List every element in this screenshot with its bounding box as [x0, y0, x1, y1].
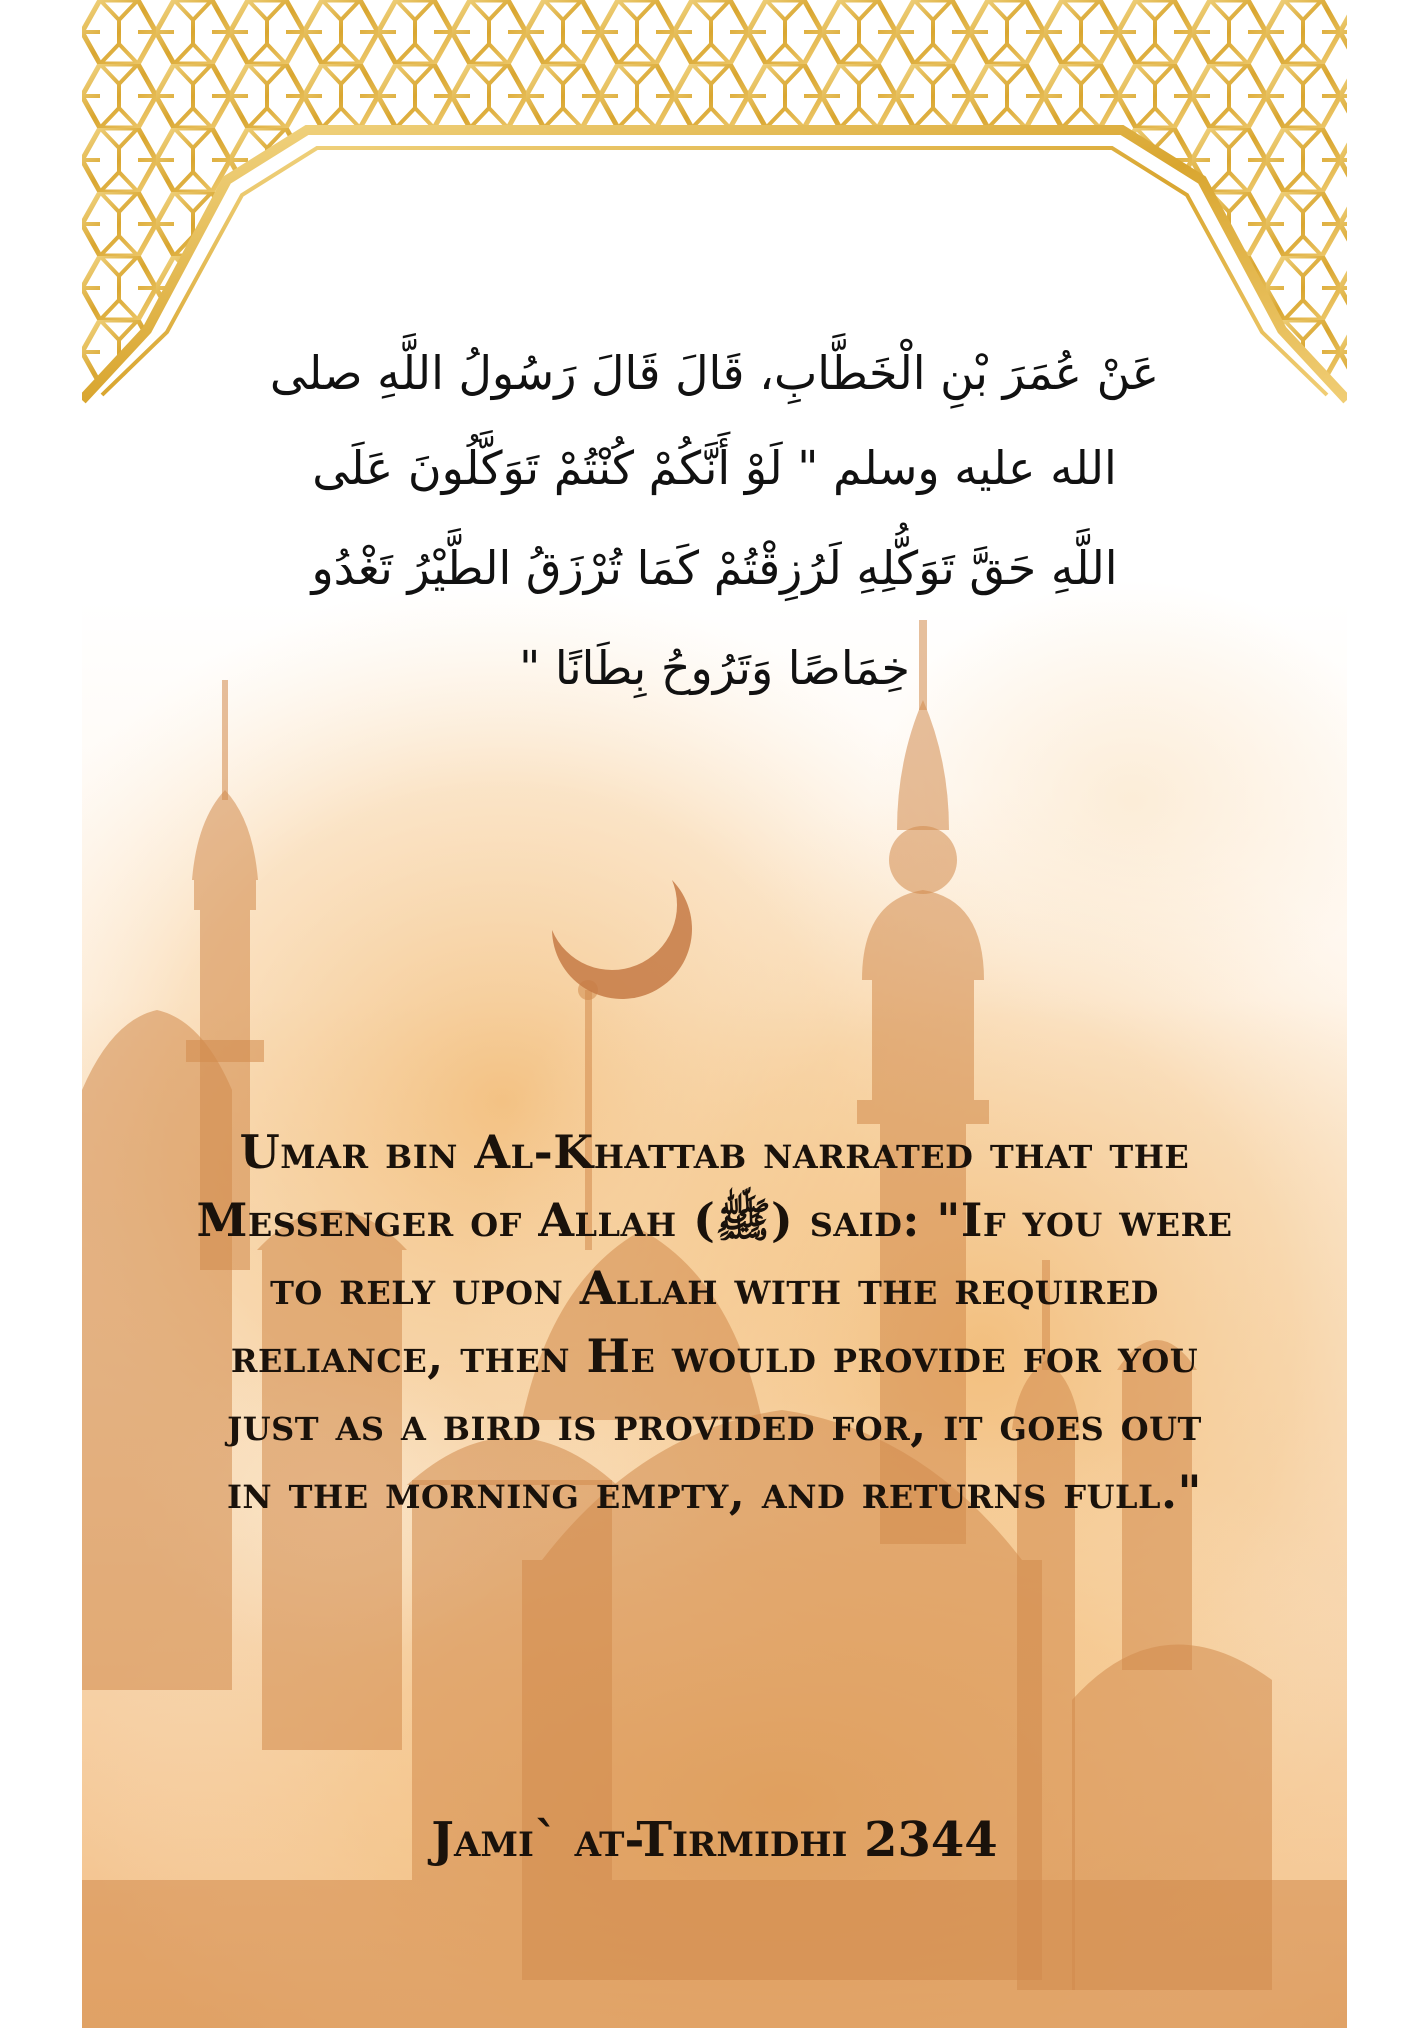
english-translation: [102, 1118, 1327, 1526]
english-line-2: Messenger of Allah (ﷺ) said: "If you were: [196, 1193, 1233, 1247]
background-art: [82, 0, 1347, 2028]
geometric-border-ornament: [82, 0, 1347, 400]
arabic-text-line-2: الله عليه وسلم " لَوْ أَنَّكُمْ كُنْتُمْ تَوَكَّلُونَ عَلَى: [312, 441, 1117, 495]
hadith-source: Jami` at-Tirmidhi 2344: [431, 1812, 998, 1868]
english-line-1: Umar bin Al-Khattab narrated that the: [239, 1125, 1190, 1179]
arabic-text-line-1: عَنْ عُمَرَ بْنِ الْخَطَّابِ، قَالَ قَالَ رَسُولُ اللَّهِ صلى: [269, 346, 1160, 400]
hadith-poster: [82, 0, 1347, 2028]
english-line-4: reliance, then He would provide for you: [230, 1329, 1199, 1383]
arabic-text-line-3: اللَّهِ حَقَّ تَوَكُّلِهِ لَرُزِقْتُمْ كَمَا تُرْزَقُ الطَّيْرُ تَغْدُو: [311, 541, 1118, 595]
english-line-6: in the morning empty, and returns full.": [226, 1465, 1203, 1519]
arabic-text-line-4: خِمَاصًا وَتَرُوحُ بِطَانًا ": [519, 641, 910, 695]
english-line-3: to rely upon Allah with the required: [270, 1261, 1159, 1315]
english-line-5: just as a bird is provided for, it goes out: [227, 1397, 1202, 1451]
